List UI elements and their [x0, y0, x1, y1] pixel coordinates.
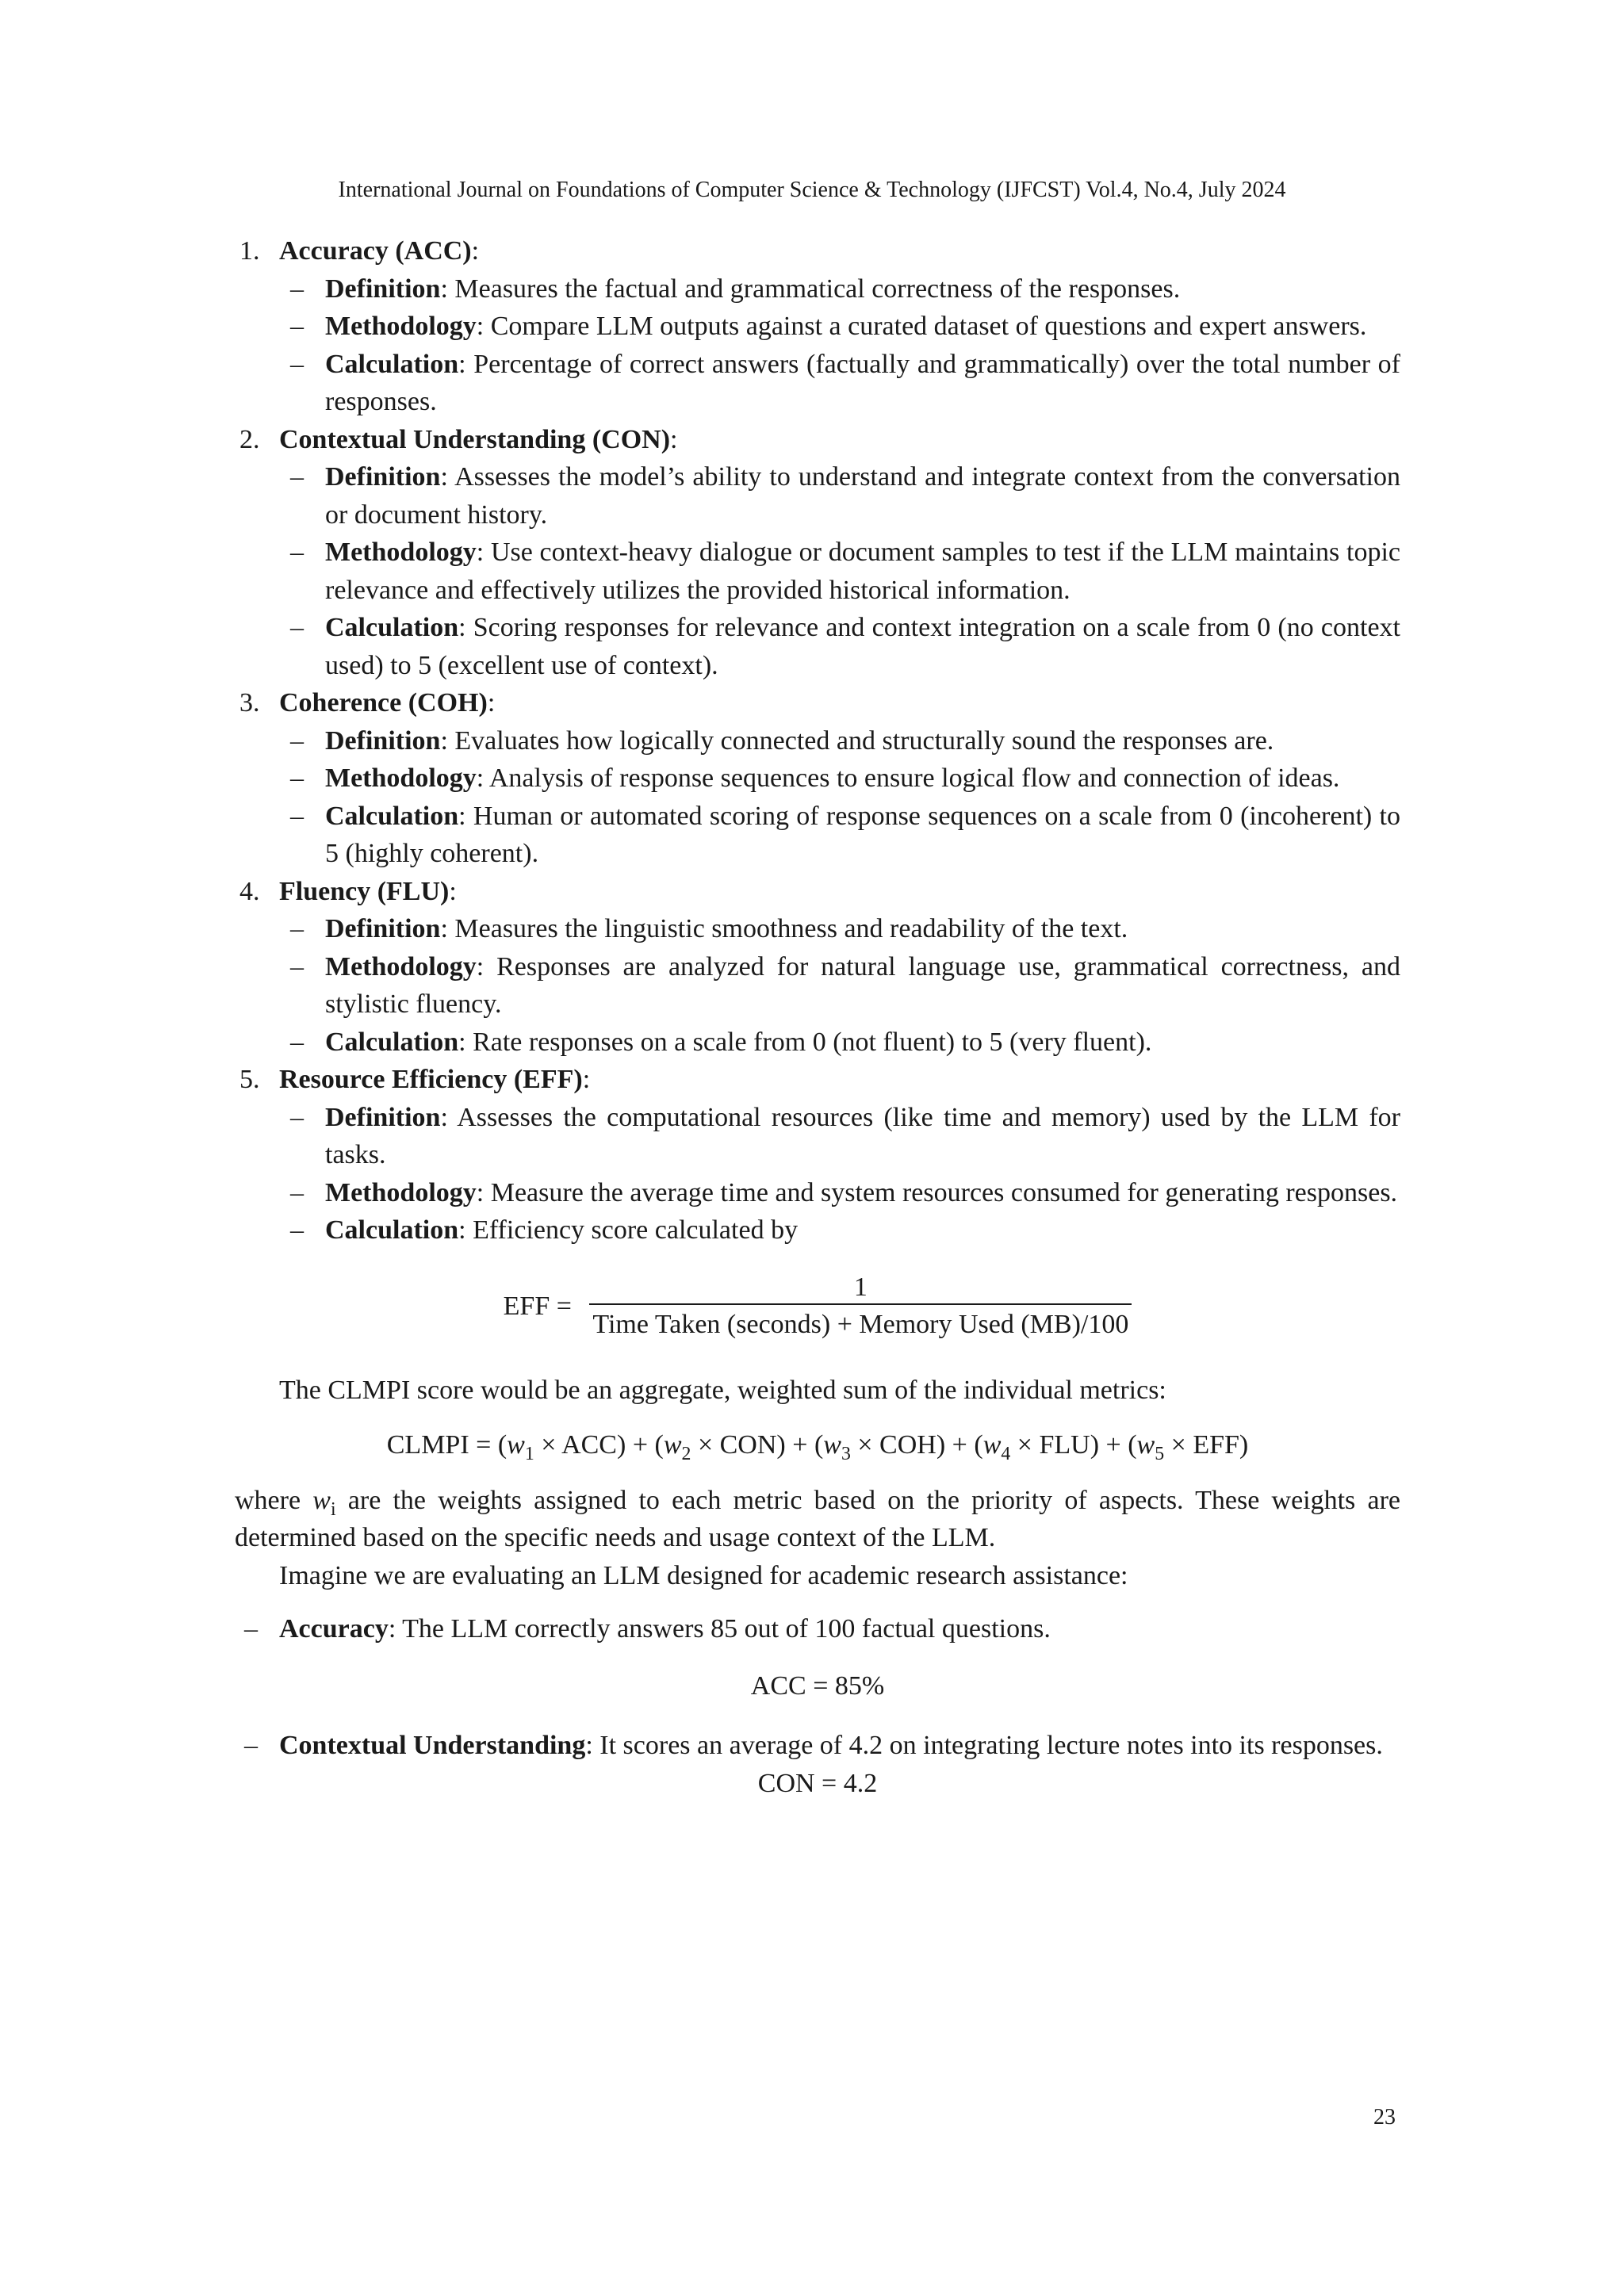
- term-index: 4: [1001, 1443, 1011, 1464]
- subitem-text: : Compare LLM outputs against a curated dataset of questions and expert answers.: [476, 312, 1367, 341]
- term-weight: w: [982, 1430, 1002, 1460]
- eff-denominator: Time Taken (seconds) + Memory Used (MB)/100: [589, 1303, 1132, 1341]
- bullet-dash: –: [290, 725, 304, 756]
- metric-title: Coherence (COH): [279, 688, 488, 718]
- subitem-text: : Analysis of response sequences to ensure logical flow and connection of ideas.: [476, 763, 1340, 793]
- bullet-dash: –: [290, 914, 304, 943]
- metric-colon: :: [487, 688, 496, 718]
- bullet-dash: –: [244, 1731, 258, 1760]
- subitem-text: : Scoring responses for relevance and context integration on a scale from 0 (no context used) to 5 (excellent use of context).: [325, 613, 1400, 680]
- eff-fraction: [589, 1272, 1132, 1341]
- eff-equation: [235, 1272, 1400, 1359]
- metric-title: Accuracy (ACC): [279, 236, 472, 266]
- bullet-dash: –: [244, 1614, 258, 1644]
- metric-item: [235, 421, 1400, 459]
- clmpi-term: $(w_3 \times COH)$: [814, 1430, 946, 1464]
- example-text: : It scores an average of 4.2 on integrating lecture notes into its responses.: [585, 1731, 1383, 1760]
- weights-paragraph: [235, 1482, 1400, 1557]
- term-metric: EFF: [1193, 1430, 1239, 1460]
- clmpi-lhs: CLMPI =: [386, 1430, 498, 1460]
- metric-number: 2.: [239, 424, 260, 454]
- subitem-label: Definition: [325, 462, 441, 492]
- weights-var: w: [312, 1485, 331, 1515]
- clmpi-term: $(w_2 \times CON)$: [654, 1430, 786, 1464]
- subitem-text: : Measures the linguistic smoothness and readability of the text.: [440, 914, 1128, 943]
- plus-sign: +: [626, 1430, 655, 1460]
- metric-item: [235, 684, 1400, 722]
- example-label: Accuracy: [279, 1614, 389, 1644]
- subitem-text: : Assesses the computational resources (like time and memory) used by the LLM for tasks.: [325, 1102, 1400, 1169]
- subitem-label: Definition: [325, 914, 441, 943]
- page-number: 23: [1373, 2105, 1396, 2130]
- term-weight: w: [663, 1430, 682, 1460]
- page-content: [235, 232, 1400, 1802]
- metric-subitem: [235, 270, 1400, 308]
- example-accuracy: [235, 1610, 1400, 1648]
- plus-sign: +: [785, 1430, 814, 1460]
- clmpi-equation: [235, 1426, 1400, 1464]
- subitem-label: Definition: [325, 725, 441, 756]
- metric-subitem: [235, 1211, 1400, 1249]
- term-index: 3: [841, 1443, 851, 1464]
- subitem-label: Calculation: [325, 349, 459, 379]
- metric-subitem: [235, 760, 1400, 798]
- metric-colon: :: [471, 236, 480, 266]
- bullet-dash: –: [290, 312, 304, 341]
- subitem-text: : Evaluates how logically connected and structurally sound the responses are.: [440, 725, 1274, 756]
- plus-sign: +: [945, 1430, 975, 1460]
- bullet-dash: –: [290, 274, 304, 304]
- subitem-text: : Efficiency score calculated by: [458, 1215, 799, 1245]
- bullet-dash: –: [290, 462, 304, 492]
- clmpi-term: $(w_4 \times FLU)$: [974, 1430, 1100, 1464]
- subitem-text: : Measure the average time and system resources consumed for generating responses.: [476, 1177, 1398, 1207]
- clmpi-term: $(w_5 \times EFF)$: [1128, 1430, 1249, 1464]
- example-intro: Imagine we are evaluating an LLM designed for academic research assistance:: [279, 1560, 1128, 1590]
- metric-subitem: [235, 722, 1400, 760]
- term-metric: FLU: [1039, 1430, 1090, 1460]
- clmpi-term: $(w_1 \times ACC)$: [497, 1430, 626, 1464]
- subitem-label: Methodology: [325, 951, 477, 982]
- metric-subitem: [235, 458, 1400, 534]
- term-index: 2: [681, 1443, 691, 1464]
- plus-sign: +: [1099, 1430, 1128, 1460]
- example-contextual: [235, 1727, 1400, 1765]
- metric-colon: :: [582, 1065, 591, 1094]
- bullet-dash: –: [290, 1102, 304, 1132]
- metric-item: [235, 873, 1400, 911]
- subitem-text: : Use context-heavy dialogue or document samples to test if the LLM maintains topic relevance and effectively utilizes the provided historical information.: [325, 538, 1400, 605]
- metric-subitem: [235, 609, 1400, 684]
- subitem-label: Calculation: [325, 1027, 459, 1057]
- bullet-dash: –: [290, 538, 304, 567]
- bullet-dash: –: [290, 1215, 304, 1245]
- term-weight: w: [507, 1430, 525, 1460]
- subitem-text: : Responses are analyzed for natural language use, grammatical correctness, and stylistic fluency.: [325, 951, 1400, 1019]
- metric-item: [235, 1061, 1400, 1099]
- metric-subitem: [235, 910, 1400, 948]
- bullet-dash: –: [290, 763, 304, 793]
- subitem-label: Calculation: [325, 801, 459, 831]
- subitem-text: : Human or automated scoring of response sequences on a scale from 0 (incoherent) to 5 (highly coherent).: [325, 801, 1400, 868]
- metric-subitem: [235, 1099, 1400, 1174]
- metric-subitem: [235, 308, 1400, 346]
- metric-title: Contextual Understanding (CON): [279, 424, 671, 454]
- metric-colon: :: [670, 424, 678, 454]
- bullet-dash: –: [290, 1177, 304, 1207]
- subitem-text: : Assesses the model’s ability to understand and integrate context from the conversation or document history.: [325, 462, 1400, 530]
- subitem-label: Methodology: [325, 763, 477, 793]
- metric-title: Resource Efficiency (EFF): [279, 1065, 583, 1094]
- subitem-label: Calculation: [325, 613, 459, 642]
- subitem-label: Calculation: [325, 1215, 459, 1245]
- metric-subitem: [235, 1174, 1400, 1212]
- term-metric: CON: [719, 1430, 777, 1460]
- weights-sub: i: [330, 1498, 336, 1520]
- con-equation: CON = 4.2: [757, 1768, 878, 1798]
- subitem-label: Methodology: [325, 1177, 477, 1207]
- metric-subitem: [235, 798, 1400, 873]
- metric-subitem: [235, 534, 1400, 609]
- bullet-dash: –: [290, 951, 304, 982]
- subitem-label: Methodology: [325, 312, 477, 341]
- subitem-text: : Percentage of correct answers (factually and grammatically) over the total number of responses.: [325, 349, 1400, 416]
- term-index: 1: [524, 1443, 534, 1464]
- metric-number: 3.: [239, 688, 260, 718]
- metric-subitem: [235, 948, 1400, 1024]
- metric-number: 1.: [239, 236, 260, 266]
- bullet-dash: –: [290, 1027, 304, 1057]
- clmpi-intro: The CLMPI score would be an aggregate, weighted sum of the individual metrics:: [279, 1375, 1166, 1405]
- bullet-dash: –: [290, 801, 304, 831]
- subitem-text: : Measures the factual and grammatical correctness of the responses.: [440, 274, 1181, 304]
- example-text: : The LLM correctly answers 85 out of 100 factual questions.: [388, 1614, 1051, 1644]
- metrics-list: [235, 232, 1400, 1249]
- metric-number: 5.: [239, 1065, 260, 1094]
- term-index: 5: [1155, 1443, 1165, 1464]
- term-weight: w: [823, 1430, 841, 1460]
- metric-subitem: [235, 1024, 1400, 1062]
- term-metric: ACC: [561, 1430, 617, 1460]
- term-metric: COH: [879, 1430, 936, 1460]
- bullet-dash: –: [290, 613, 304, 642]
- metric-title: Fluency (FLU): [279, 876, 450, 906]
- eff-numerator: 1: [853, 1272, 868, 1302]
- metric-colon: :: [449, 876, 457, 906]
- subitem-label: Definition: [325, 274, 441, 304]
- eff-equation-lhs: EFF =: [503, 1291, 572, 1321]
- weights-pre: where: [235, 1485, 313, 1515]
- metric-subitem: [235, 346, 1400, 421]
- example-label: Contextual Understanding: [279, 1731, 586, 1760]
- bullet-dash: –: [290, 349, 304, 379]
- subitem-text: : Rate responses on a scale from 0 (not fluent) to 5 (very fluent).: [458, 1027, 1152, 1057]
- metric-number: 4.: [239, 876, 260, 906]
- running-header: International Journal on Foundations of Computer Science & Technology (IJFCST) Vol.4, No.4, July 2024: [338, 178, 1286, 202]
- acc-equation: ACC = 85%: [750, 1670, 885, 1701]
- subitem-label: Methodology: [325, 538, 477, 567]
- subitem-label: Definition: [325, 1102, 441, 1132]
- metric-item: [235, 232, 1400, 270]
- weights-post: are the weights assigned to each metric based on the priority of aspects. These weights are determined based on the specific needs and usage context of the LLM.: [235, 1485, 1400, 1552]
- term-weight: w: [1136, 1430, 1155, 1460]
